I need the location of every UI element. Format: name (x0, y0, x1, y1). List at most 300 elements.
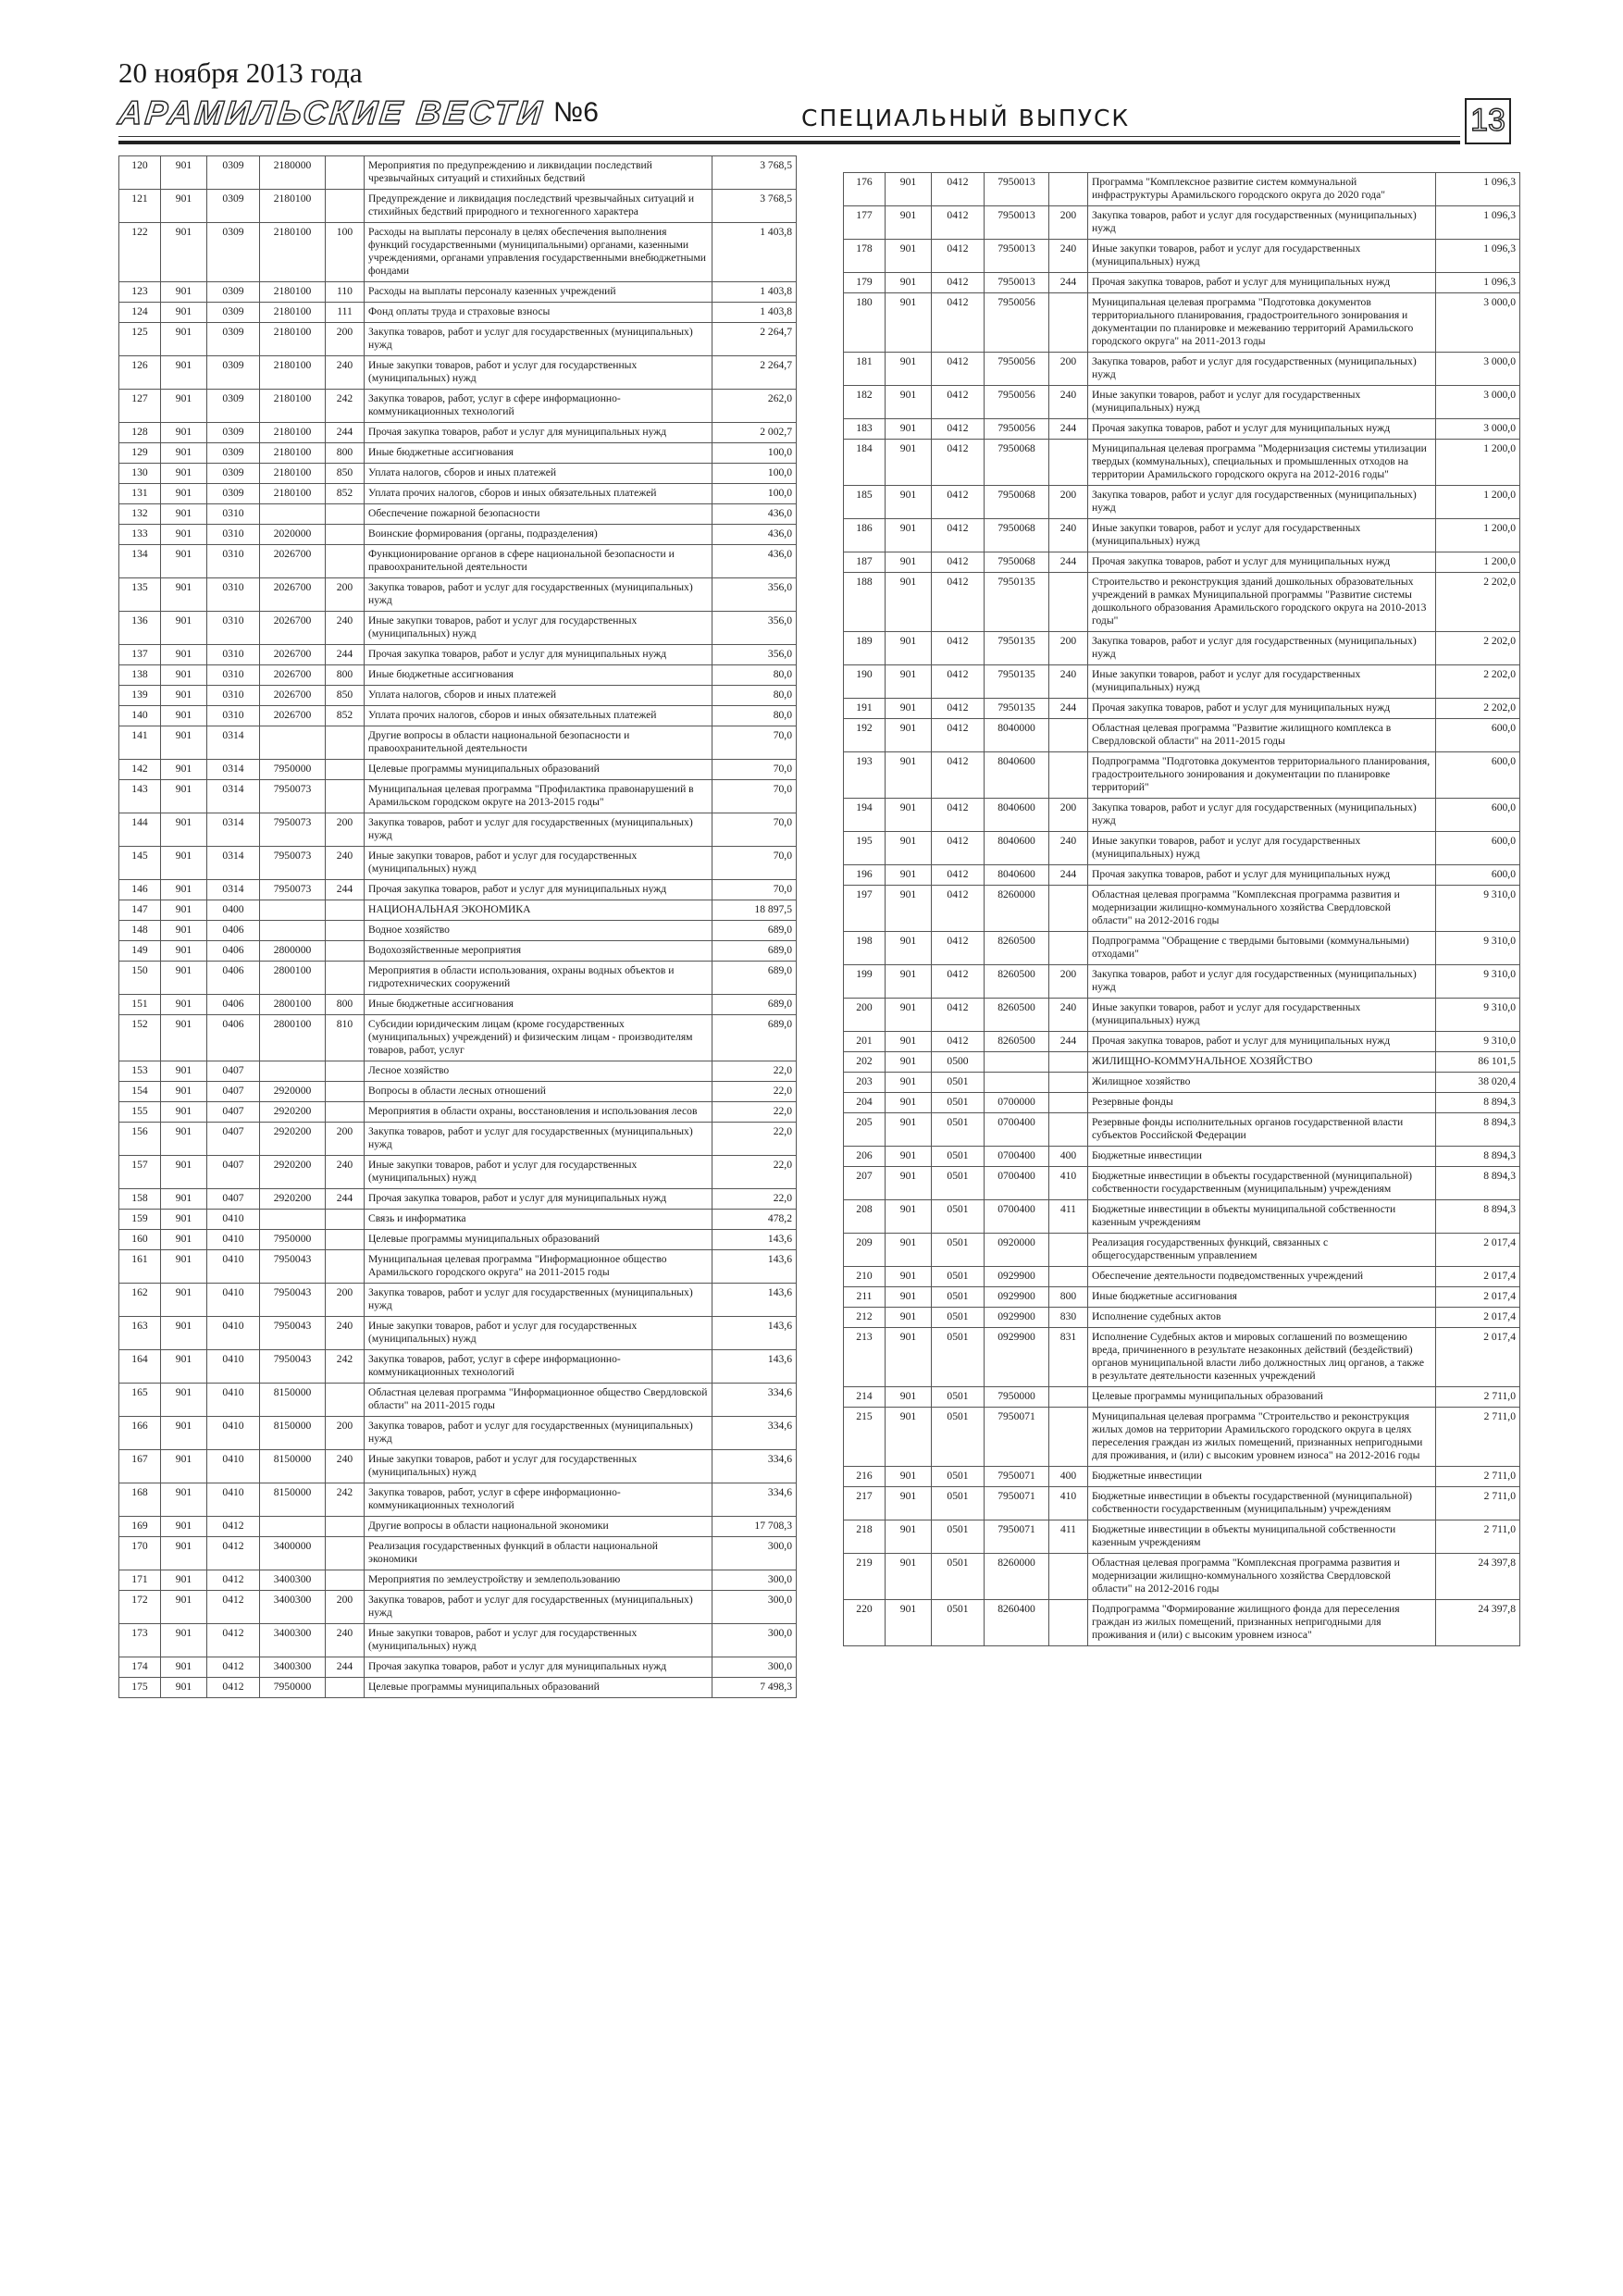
admin-code: 901 (886, 1487, 932, 1520)
section-code: 0501 (932, 1167, 985, 1200)
amount: 3 000,0 (1436, 386, 1520, 419)
section-code: 0412 (932, 206, 985, 240)
table-row (844, 665, 1520, 699)
row-number: 186 (844, 519, 886, 552)
section-code: 0412 (932, 632, 985, 665)
amount: 334,6 (712, 1483, 797, 1517)
target-article-code: 2920200 (260, 1102, 326, 1123)
row-number: 139 (119, 686, 161, 706)
table-row (119, 1061, 797, 1082)
item-name: Иные закупки товаров, работ и услуг для государственных (муниципальных) нужд (1088, 665, 1436, 699)
row-number: 148 (119, 921, 161, 941)
row-number: 162 (119, 1284, 161, 1317)
target-article-code: 2026700 (260, 578, 326, 612)
admin-code: 901 (161, 1678, 207, 1698)
item-name: Подпрограмма "Подготовка документов территориального планирования, градостроительного зонирования и документации по планировке территорий" (1088, 752, 1436, 799)
target-article-code: 0700400 (985, 1167, 1049, 1200)
expense-type-code: 240 (1049, 519, 1088, 552)
admin-code: 901 (886, 1113, 932, 1147)
section-code: 0412 (932, 552, 985, 573)
expense-type-code (326, 1570, 365, 1591)
amount: 8 894,3 (1436, 1147, 1520, 1167)
row-number: 164 (119, 1350, 161, 1384)
table-row (119, 1517, 797, 1537)
admin-code: 901 (161, 1284, 207, 1317)
amount: 100,0 (712, 443, 797, 464)
row-number: 174 (119, 1657, 161, 1678)
item-name: НАЦИОНАЛЬНАЯ ЭКОНОМИКА (365, 900, 712, 921)
row-number: 214 (844, 1387, 886, 1408)
admin-code: 901 (886, 1147, 932, 1167)
amount: 2 711,0 (1436, 1520, 1520, 1554)
section-code: 0410 (207, 1250, 260, 1284)
expense-type-code (326, 921, 365, 941)
admin-code: 901 (886, 1387, 932, 1408)
admin-code: 901 (886, 173, 932, 206)
section-code: 0412 (207, 1657, 260, 1678)
target-article-code: 2180100 (260, 190, 326, 223)
expense-type-code: 400 (1049, 1467, 1088, 1487)
amount: 24 397,8 (1436, 1600, 1520, 1646)
item-name: Иные закупки товаров, работ и услуг для государственных (муниципальных) нужд (365, 1624, 712, 1657)
row-number: 126 (119, 356, 161, 390)
amount: 100,0 (712, 484, 797, 504)
expense-type-code (1049, 293, 1088, 353)
target-article-code (985, 1073, 1049, 1093)
item-name: Прочая закупка товаров, работ и услуг для муниципальных нужд (365, 423, 712, 443)
expense-type-code (326, 1537, 365, 1570)
amount: 22,0 (712, 1061, 797, 1082)
section-code: 0400 (207, 900, 260, 921)
expense-type-code (326, 1384, 365, 1417)
target-article-code: 7950056 (985, 419, 1049, 440)
section-code: 0412 (932, 799, 985, 832)
admin-code: 901 (161, 525, 207, 545)
item-name: Исполнение судебных актов (1088, 1308, 1436, 1328)
target-article-code: 0929900 (985, 1308, 1049, 1328)
target-article-code: 2920200 (260, 1189, 326, 1210)
row-number: 141 (119, 726, 161, 760)
item-name: Закупка товаров, работ и услуг для государственных (муниципальных) нужд (1088, 632, 1436, 665)
row-number: 206 (844, 1147, 886, 1167)
row-number: 219 (844, 1554, 886, 1600)
row-number: 215 (844, 1408, 886, 1467)
item-name: Иные закупки товаров, работ и услуг для государственных (муниципальных) нужд (1088, 832, 1436, 865)
target-article-code: 8260000 (985, 1554, 1049, 1600)
expense-type-code: 240 (1049, 832, 1088, 865)
table-row (844, 1147, 1520, 1167)
target-article-code: 8150000 (260, 1450, 326, 1483)
amount: 143,6 (712, 1284, 797, 1317)
row-number: 151 (119, 995, 161, 1015)
row-number: 183 (844, 419, 886, 440)
row-number: 140 (119, 706, 161, 726)
section-code: 0412 (932, 440, 985, 486)
admin-code: 901 (886, 1520, 932, 1554)
amount: 3 768,5 (712, 156, 797, 190)
admin-code: 901 (886, 1328, 932, 1387)
item-name: Подпрограмма "Обращение с твердыми бытовыми (коммунальными) отходами" (1088, 932, 1436, 965)
admin-code: 901 (886, 699, 932, 719)
item-name: Областная целевая программа "Комплексная программа развития и модернизации жилищно-коммунального хозяйства Свердловской области" на 2012-2016 годы (1088, 1554, 1436, 1600)
admin-code: 901 (161, 390, 207, 423)
section-code: 0314 (207, 813, 260, 847)
expense-type-code: 240 (326, 356, 365, 390)
table-row (119, 921, 797, 941)
admin-code: 901 (161, 1230, 207, 1250)
amount: 143,6 (712, 1350, 797, 1384)
expense-type-code: 111 (326, 303, 365, 323)
expense-type-code: 240 (1049, 386, 1088, 419)
item-name: Прочая закупка товаров, работ и услуг для муниципальных нужд (1088, 552, 1436, 573)
expense-type-code (326, 1517, 365, 1537)
admin-code: 901 (161, 1250, 207, 1284)
amount: 1 200,0 (1436, 552, 1520, 573)
section-code: 0310 (207, 645, 260, 665)
table-row (119, 443, 797, 464)
budget-table-right (843, 172, 1520, 1646)
target-article-code: 2800100 (260, 995, 326, 1015)
table-row (119, 282, 797, 303)
amount: 356,0 (712, 578, 797, 612)
item-name: Уплата прочих налогов, сборов и иных обязательных платежей (365, 484, 712, 504)
section-code: 0501 (932, 1408, 985, 1467)
expense-type-code: 242 (326, 390, 365, 423)
table-row (119, 880, 797, 900)
row-number: 163 (119, 1317, 161, 1350)
expense-type-code (1049, 1267, 1088, 1287)
target-article-code: 7950013 (985, 173, 1049, 206)
table-row (119, 645, 797, 665)
section-code: 0406 (207, 921, 260, 941)
row-number: 194 (844, 799, 886, 832)
admin-code: 901 (886, 665, 932, 699)
expense-type-code (326, 190, 365, 223)
row-number: 138 (119, 665, 161, 686)
row-number: 130 (119, 464, 161, 484)
amount: 3 768,5 (712, 190, 797, 223)
admin-code: 901 (161, 1102, 207, 1123)
amount: 300,0 (712, 1591, 797, 1624)
table-row (119, 706, 797, 726)
expense-type-code (326, 1210, 365, 1230)
amount: 9 310,0 (1436, 932, 1520, 965)
table-row (844, 1267, 1520, 1287)
item-name: Муниципальная целевая программа "Модернизация системы утилизации твердых (коммунальных), специальных и промышленных отходов на территории Арамильского городского округа на 2012-2016 годы" (1088, 440, 1436, 486)
item-name: Мероприятия по предупреждению и ликвидации последствий чрезвычайных ситуаций и стихийных бедствий (365, 156, 712, 190)
expense-type-code: 200 (326, 578, 365, 612)
amount: 3 000,0 (1436, 293, 1520, 353)
amount: 1 403,8 (712, 303, 797, 323)
amount: 1 403,8 (712, 282, 797, 303)
table-row (119, 1591, 797, 1624)
section-code: 0310 (207, 706, 260, 726)
admin-code: 901 (886, 486, 932, 519)
admin-code: 901 (161, 1350, 207, 1384)
target-article-code: 7950071 (985, 1520, 1049, 1554)
target-article-code: 2020000 (260, 525, 326, 545)
item-name: Целевые программы муниципальных образований (1088, 1387, 1436, 1408)
admin-code: 901 (886, 1073, 932, 1093)
row-number: 121 (119, 190, 161, 223)
amount: 300,0 (712, 1657, 797, 1678)
amount: 38 020,4 (1436, 1073, 1520, 1093)
table-row (119, 1210, 797, 1230)
amount: 2 017,4 (1436, 1308, 1520, 1328)
item-name: Прочая закупка товаров, работ и услуг для муниципальных нужд (1088, 273, 1436, 293)
item-name: Иные закупки товаров, работ и услуг для государственных (муниципальных) нужд (1088, 519, 1436, 552)
expense-type-code: 244 (1049, 552, 1088, 573)
amount: 22,0 (712, 1102, 797, 1123)
admin-code: 901 (886, 206, 932, 240)
row-number: 131 (119, 484, 161, 504)
row-number: 172 (119, 1591, 161, 1624)
row-number: 120 (119, 156, 161, 190)
item-name: Водохозяйственные мероприятия (365, 941, 712, 962)
table-row (119, 156, 797, 190)
section-code: 0407 (207, 1082, 260, 1102)
row-number: 137 (119, 645, 161, 665)
target-article-code: 7950135 (985, 665, 1049, 699)
target-article-code: 0929900 (985, 1267, 1049, 1287)
item-name: Фонд оплаты труда и страховые взносы (365, 303, 712, 323)
amount: 70,0 (712, 813, 797, 847)
table-row (119, 1015, 797, 1061)
admin-code: 901 (886, 1200, 932, 1234)
section-code: 0410 (207, 1450, 260, 1483)
expense-type-code (326, 1061, 365, 1082)
row-number: 220 (844, 1600, 886, 1646)
section-code: 0314 (207, 760, 260, 780)
item-name: Прочая закупка товаров, работ и услуг для муниципальных нужд (1088, 865, 1436, 886)
amount: 22,0 (712, 1082, 797, 1102)
target-article-code: 2920200 (260, 1123, 326, 1156)
row-number: 196 (844, 865, 886, 886)
table-row (119, 995, 797, 1015)
section-code: 0406 (207, 1015, 260, 1061)
expense-type-code: 410 (1049, 1487, 1088, 1520)
amount: 300,0 (712, 1624, 797, 1657)
table-row (844, 1387, 1520, 1408)
amount: 689,0 (712, 941, 797, 962)
section-code: 0412 (207, 1624, 260, 1657)
table-row (844, 1234, 1520, 1267)
admin-code: 901 (161, 504, 207, 525)
expense-type-code (326, 1102, 365, 1123)
table-row (119, 813, 797, 847)
target-article-code: 7950043 (260, 1250, 326, 1284)
table-row (119, 1082, 797, 1102)
target-article-code: 3400300 (260, 1591, 326, 1624)
row-number: 198 (844, 932, 886, 965)
table-row (844, 1093, 1520, 1113)
item-name: Закупка товаров, работ, услуг в сфере информационно-коммуникационных технологий (365, 390, 712, 423)
section-code: 0310 (207, 665, 260, 686)
item-name: Иные закупки товаров, работ и услуг для государственных (муниципальных) нужд (1088, 240, 1436, 273)
target-article-code: 2180100 (260, 390, 326, 423)
admin-code: 901 (161, 1015, 207, 1061)
item-name: Предупреждение и ликвидация последствий чрезвычайных ситуаций и стихийных бедствий природного и техногенного характера (365, 190, 712, 223)
expense-type-code (1049, 752, 1088, 799)
amount: 2 202,0 (1436, 632, 1520, 665)
admin-code: 901 (161, 1210, 207, 1230)
row-number: 217 (844, 1487, 886, 1520)
target-article-code: 7950071 (985, 1467, 1049, 1487)
admin-code: 901 (161, 443, 207, 464)
row-number: 185 (844, 486, 886, 519)
table-row (119, 1384, 797, 1417)
expense-type-code: 200 (326, 1417, 365, 1450)
table-row (844, 752, 1520, 799)
amount: 70,0 (712, 847, 797, 880)
item-name: Закупка товаров, работ и услуг для государственных (муниципальных) нужд (1088, 486, 1436, 519)
target-article-code: 7950043 (260, 1317, 326, 1350)
target-article-code: 0929900 (985, 1287, 1049, 1308)
target-article-code (260, 1517, 326, 1537)
table-row (844, 1600, 1520, 1646)
amount: 689,0 (712, 1015, 797, 1061)
target-article-code: 2180100 (260, 464, 326, 484)
section-code: 0410 (207, 1210, 260, 1230)
target-article-code: 2026700 (260, 545, 326, 578)
admin-code: 901 (886, 1052, 932, 1073)
row-number: 208 (844, 1200, 886, 1234)
amount: 2 264,7 (712, 356, 797, 390)
section-code: 0412 (932, 719, 985, 752)
section-code: 0314 (207, 780, 260, 813)
section-code: 0412 (932, 519, 985, 552)
amount: 8 894,3 (1436, 1093, 1520, 1113)
admin-code: 901 (161, 578, 207, 612)
expense-type-code: 244 (1049, 699, 1088, 719)
amount: 86 101,5 (1436, 1052, 1520, 1073)
item-name: Иные бюджетные ассигнования (1088, 1287, 1436, 1308)
table-row (119, 686, 797, 706)
expense-type-code (326, 1082, 365, 1102)
item-name: Мероприятия в области использования, охраны водных объектов и гидротехнических сооружений (365, 962, 712, 995)
expense-type-code (1049, 1554, 1088, 1600)
section-code: 0412 (932, 665, 985, 699)
admin-code: 901 (161, 356, 207, 390)
table-row (119, 303, 797, 323)
amount: 334,6 (712, 1450, 797, 1483)
admin-code: 901 (161, 665, 207, 686)
admin-code: 901 (161, 1517, 207, 1537)
admin-code: 901 (161, 1450, 207, 1483)
section-code: 0309 (207, 484, 260, 504)
target-article-code (260, 1061, 326, 1082)
target-article-code: 7950068 (985, 440, 1049, 486)
table-row (119, 780, 797, 813)
expense-type-code: 200 (326, 813, 365, 847)
item-name: Строительство и реконструкция зданий дошкольных образовательных учреждений в рамках Муниципальной программы "Развитие системы дошкольного образования Арамильского городского округа на 2010-2013 годы" (1088, 573, 1436, 632)
item-name: Закупка товаров, работ, услуг в сфере информационно-коммуникационных технологий (365, 1483, 712, 1517)
expense-type-code: 240 (1049, 665, 1088, 699)
table-row (119, 1284, 797, 1317)
target-article-code: 7950013 (985, 273, 1049, 293)
row-number: 212 (844, 1308, 886, 1328)
expense-type-code (1049, 573, 1088, 632)
table-row (844, 573, 1520, 632)
target-article-code (260, 726, 326, 760)
target-article-code: 2026700 (260, 665, 326, 686)
target-article-code: 8040600 (985, 832, 1049, 865)
amount: 689,0 (712, 962, 797, 995)
amount: 22,0 (712, 1156, 797, 1189)
section-code: 0412 (932, 965, 985, 999)
admin-code: 901 (161, 995, 207, 1015)
item-name: Другие вопросы в области национальной экономики (365, 1517, 712, 1537)
amount: 22,0 (712, 1123, 797, 1156)
table-row (844, 1032, 1520, 1052)
admin-code: 901 (161, 1061, 207, 1082)
amount: 2 017,4 (1436, 1287, 1520, 1308)
section-code: 0412 (932, 353, 985, 386)
item-name: Закупка товаров, работ, услуг в сфере информационно-коммуникационных технологий (365, 1350, 712, 1384)
expense-type-code: 240 (326, 1450, 365, 1483)
expense-type-code: 240 (326, 1156, 365, 1189)
admin-code: 901 (161, 900, 207, 921)
section-code: 0501 (932, 1554, 985, 1600)
target-article-code: 7950013 (985, 206, 1049, 240)
target-article-code: 2800100 (260, 962, 326, 995)
table-row (119, 1483, 797, 1517)
section-code: 0314 (207, 880, 260, 900)
item-name: Прочая закупка товаров, работ и услуг для муниципальных нужд (1088, 419, 1436, 440)
admin-code: 901 (161, 282, 207, 303)
table-row (844, 1328, 1520, 1387)
amount: 9 310,0 (1436, 999, 1520, 1032)
amount: 3 000,0 (1436, 353, 1520, 386)
expense-type-code (1049, 1387, 1088, 1408)
target-article-code: 7950071 (985, 1408, 1049, 1467)
expense-type-code (326, 760, 365, 780)
expense-type-code: 240 (326, 1317, 365, 1350)
admin-code: 901 (886, 273, 932, 293)
section-code: 0501 (932, 1073, 985, 1093)
expense-type-code (326, 1250, 365, 1284)
admin-code: 901 (161, 921, 207, 941)
target-article-code: 7950135 (985, 573, 1049, 632)
admin-code: 901 (886, 419, 932, 440)
target-article-code: 2920000 (260, 1082, 326, 1102)
target-article-code: 0700400 (985, 1147, 1049, 1167)
item-name: Резервные фонды исполнительных органов государственной власти субъектов Российской Федерации (1088, 1113, 1436, 1147)
expense-type-code (1049, 719, 1088, 752)
target-article-code: 2800000 (260, 941, 326, 962)
expense-type-code: 244 (1049, 419, 1088, 440)
expense-type-code: 852 (326, 706, 365, 726)
expense-type-code: 800 (1049, 1287, 1088, 1308)
target-article-code: 2180100 (260, 323, 326, 356)
expense-type-code: 830 (1049, 1308, 1088, 1328)
section-code: 0314 (207, 847, 260, 880)
row-number: 216 (844, 1467, 886, 1487)
amount: 2 711,0 (1436, 1387, 1520, 1408)
expense-type-code: 244 (1049, 865, 1088, 886)
admin-code: 901 (161, 1537, 207, 1570)
expense-type-code (1049, 1234, 1088, 1267)
section-code: 0501 (932, 1200, 985, 1234)
admin-code: 901 (161, 464, 207, 484)
table-row (119, 525, 797, 545)
row-number: 213 (844, 1328, 886, 1387)
header-rule-thick (118, 141, 1460, 144)
item-name: Муниципальная целевая программа "Подготовка документов территориального планирования, градостроительного зонирования и документации по планировке и межеванию территорий Арамильского городского округа" на 2011-2013 годы (1088, 293, 1436, 353)
amount: 262,0 (712, 390, 797, 423)
target-article-code (985, 1052, 1049, 1073)
table-row (844, 1520, 1520, 1554)
